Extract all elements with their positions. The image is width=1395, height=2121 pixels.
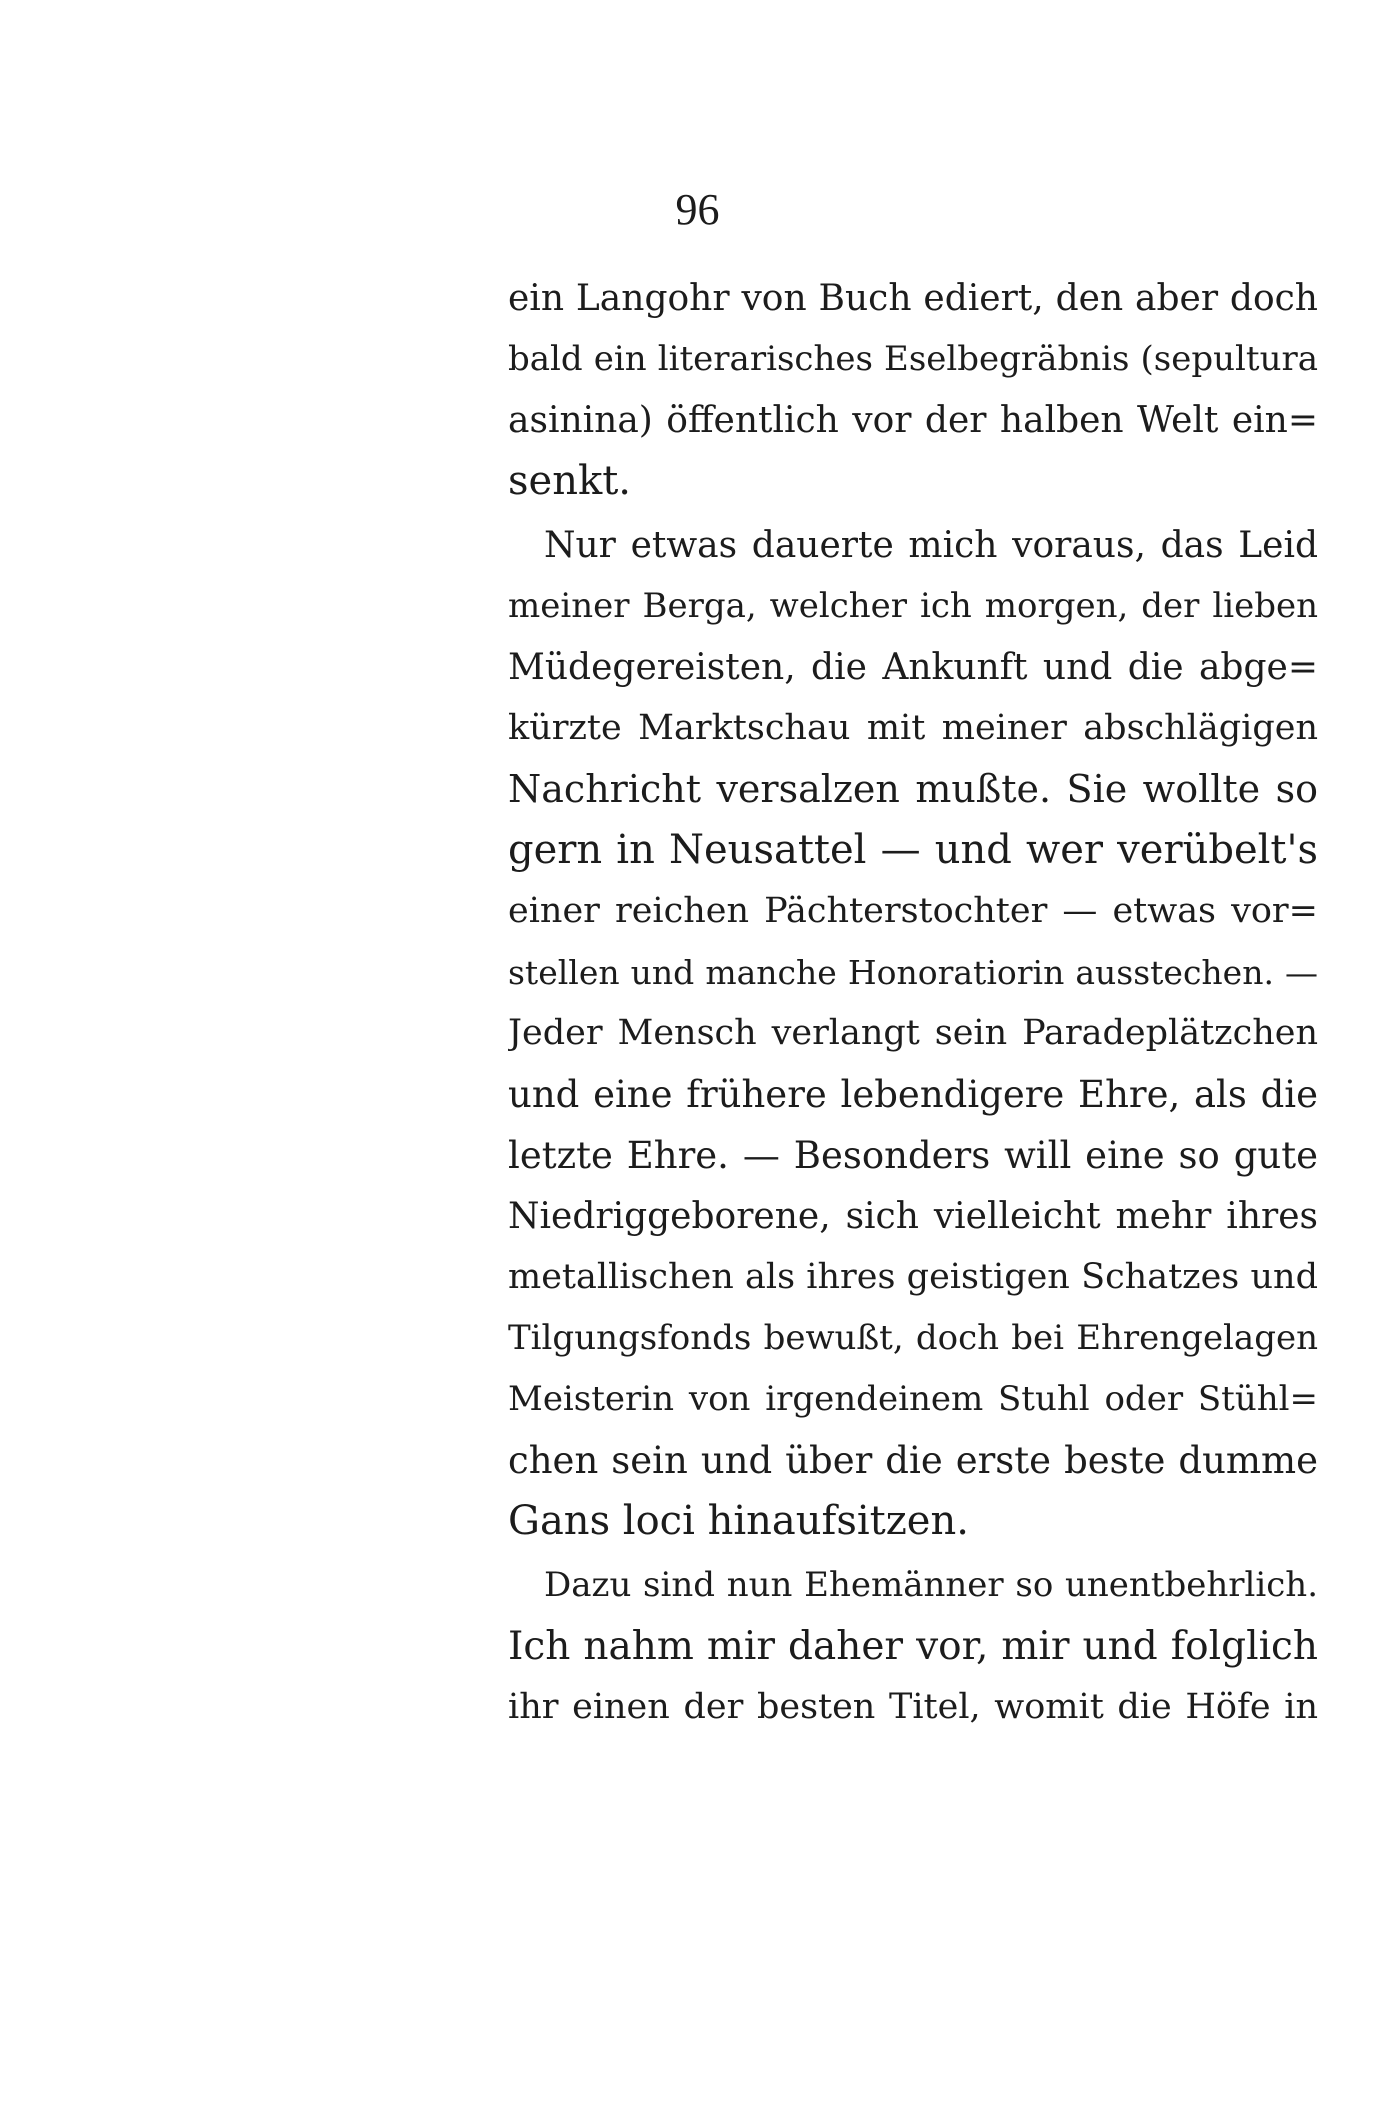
text-line: chen sein und über die erste beste dumme (508, 1439, 1318, 1482)
text-line: Niedriggeborene, sich vielleicht mehr ihres (508, 1196, 1318, 1237)
paragraph-2 (508, 515, 1318, 1552)
text-line: gern in Neusattel — und wer verübelt's (508, 827, 1318, 873)
text-line: ihr einen der besten Titel, womit die Höfe in (508, 1687, 1318, 1727)
text-line: letzte Ehre. — Besonders will eine so gute (508, 1134, 1318, 1177)
text-line: einer reichen Pächterstochter — etwas vor= (508, 891, 1318, 931)
text-line: metallischen als ihres geistigen Schatzes und (508, 1257, 1318, 1297)
text-line: bald ein literarisches Eselbegräbnis (sepultura (508, 339, 1318, 379)
paragraph-1 (508, 268, 1318, 512)
body-text (508, 268, 1318, 1738)
text-line: Müdegereisten, die Ankunft und die abge= (508, 647, 1318, 688)
text-line: Ich nahm mir daher vor, mir und folglich (508, 1624, 1318, 1669)
text-line: senkt. (508, 458, 631, 504)
text-line: Nur etwas dauerte mich voraus, das Leid (544, 525, 1318, 566)
text-line: asinina) öffentlich vor der halben Welt ein= (508, 400, 1318, 441)
text-line: kürzte Marktschau mit meiner abschlägigen (508, 708, 1318, 748)
text-line: ein Langohr von Buch ediert, den aber doch (508, 278, 1318, 319)
text-line: Gans loci hinaufsitzen. (508, 1498, 969, 1544)
paragraph-3 (508, 1555, 1318, 1738)
text-line: stellen und manche Honoratiorin ausstechen. — (508, 953, 1318, 992)
text-line: Tilgungsfonds bewußt, doch bei Ehrengelagen (508, 1318, 1318, 1358)
text-line: Meisterin von irgendeinem Stuhl oder Stühl= (508, 1379, 1318, 1419)
text-line: Dazu sind nun Ehemänner so unentbehrlich. (544, 1565, 1318, 1605)
text-line: und eine frühere lebendigere Ehre, als die (508, 1073, 1318, 1116)
text-line: meiner Berga, welcher ich morgen, der lieben (508, 586, 1318, 626)
page-number: 96 (675, 185, 720, 234)
text-line: Jeder Mensch verlangt sein Paradeplätzchen (508, 1013, 1318, 1053)
text-line: Nachricht versalzen mußte. Sie wollte so (508, 767, 1318, 811)
